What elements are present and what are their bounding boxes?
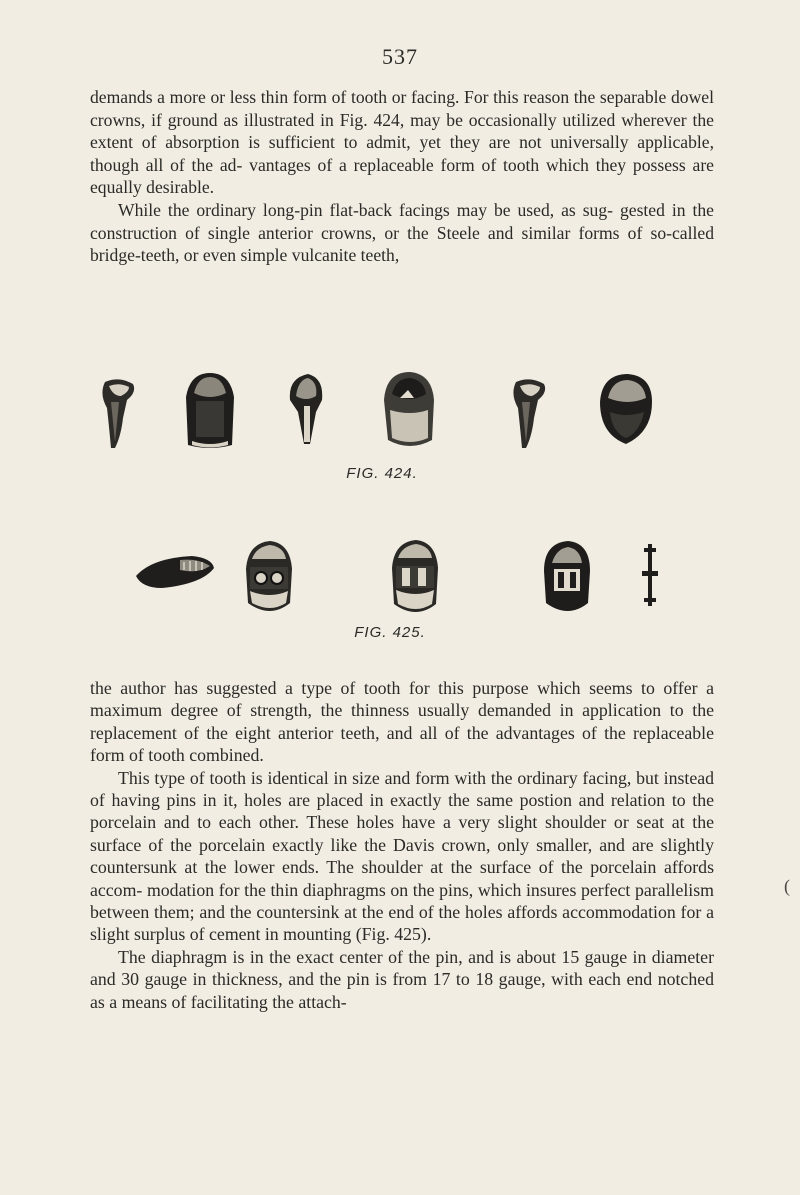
figure-425-caption: FIG. 425.: [354, 624, 426, 641]
paragraph: demands a more or less thin form of tooth or facing. For this reason the separable dowel crowns, if ground as illustrated in Fig. 424, may be occasionally utilized wherever the extent of absorption is sufficient to admit, yet they are not universally applicable, though all of the ad- vantages of a replaceable form of tooth which they possess are equally desirable.: [90, 87, 714, 198]
tooth-back-illustration: [538, 539, 596, 619]
figure-425: [0, 534, 800, 620]
tooth-profile-illustration: [508, 378, 552, 450]
tooth-crown-illustration: [596, 372, 656, 446]
figure-424: [0, 368, 800, 453]
tooth-side-illustration: [132, 554, 218, 592]
paragraph: The diaphragm is in the exact center of the pin, and is about 15 gauge in diameter and 30 gauge in thickness, and the pin is from 17 to 18 gauge, with each end notched as a means of facilitating the attach-: [90, 946, 714, 1012]
tooth-profile-illustration: [97, 378, 141, 450]
text-block-bottom: [90, 677, 714, 1013]
tooth-holes-illustration: [240, 539, 298, 619]
figure-424-caption: FIG. 424.: [346, 465, 418, 482]
paragraph: the author has suggested a type of tooth for this purpose which seems to offer a maximum degree of strength, the thinness usually demanded in application to the replacement of the eight anterior teeth, and all of the advantages of the replaceable form of tooth combined.: [90, 678, 714, 766]
tooth-facing-illustration: [378, 370, 440, 452]
text-block-top: [90, 86, 714, 267]
margin-mark: (: [784, 876, 790, 896]
paragraph: While the ordinary long-pin flat-back facings may be used, as sug- gested in the construction of single anterior crowns, or the Steele and similar forms of so-called bridge-teeth, or even simple vulcanite teeth,: [90, 199, 714, 266]
tooth-pin-illustration: [284, 372, 328, 450]
page-number: 537: [382, 44, 418, 69]
paragraph: This type of tooth is identical in size and form with the ordinary facing, but instead of having pins in it, holes are placed in exactly the same postion and relation to the porcelain and to each other. These holes have a very slight shoulder or seat at the surface of the porcelain exactly like the Davis crown, only smaller, and are slightly countersunk at the lower ends. The shoulder at the surface of the porcelain affords accom- modation for the thin diaphragms on the pins, which insures perfect parallelism between them; and the countersink at the end of the holes affords accommodation for a slight surplus of cement in mounting (Fig. 425).: [90, 767, 714, 945]
tooth-pins-illustration: [386, 538, 444, 620]
diaphragm-pin-illustration: [640, 544, 660, 606]
tooth-facing-illustration: [180, 371, 238, 451]
